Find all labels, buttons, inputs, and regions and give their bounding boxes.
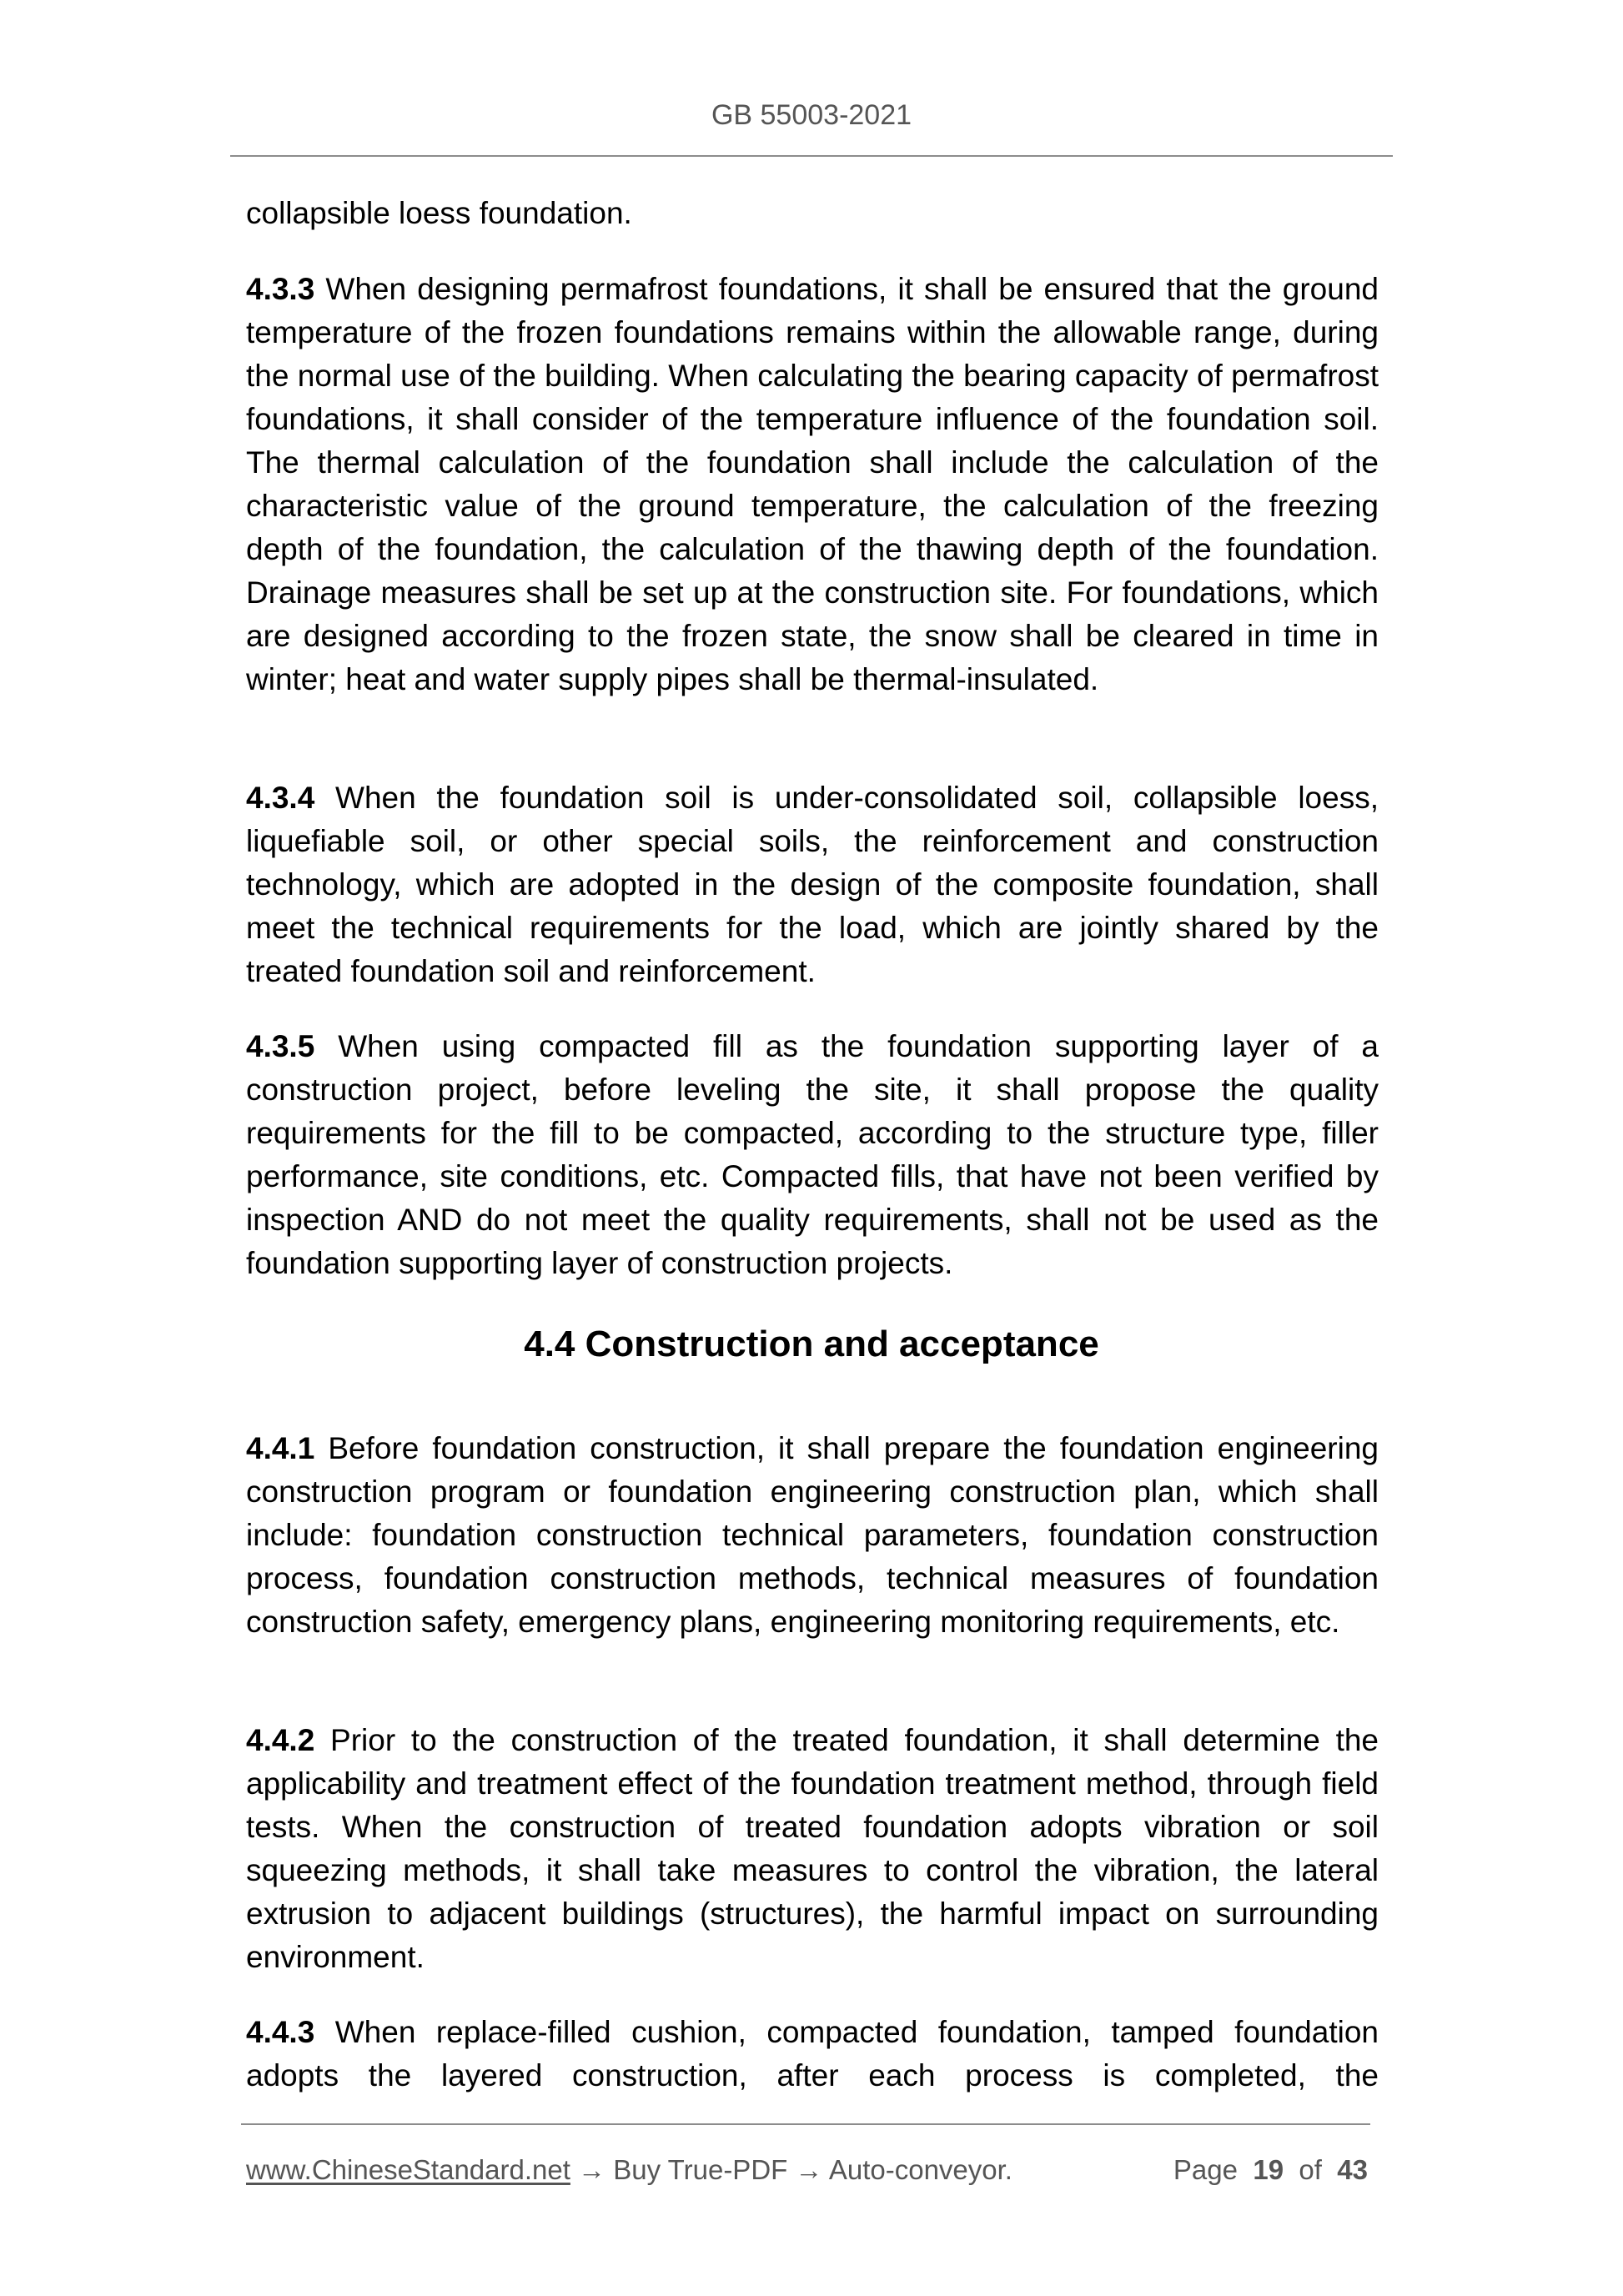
page-label: Page (1173, 2154, 1238, 2185)
clause-4-3-4 (246, 776, 1379, 993)
clause-4-4-3 (246, 2011, 1379, 2098)
section-heading: 4.4 Construction and acceptance (524, 1324, 1099, 1364)
footer-divider (241, 2123, 1370, 2125)
clause-4-3-3 (246, 268, 1379, 701)
clause-text: When the foundation soil is under-consolidated soil, collapsible loess, liquefiable soil, or other special soils, the reinforcement and construction technology, which are adopted in the design of the composite foundation, shall meet the technical requirements for the load, which are jointly shared by the treated foundation soil and reinforcement. (246, 781, 1379, 988)
total-pages-number: 43 (1337, 2154, 1368, 2185)
header-divider (230, 155, 1393, 157)
clause-number: 4.4.2 (246, 1723, 315, 1757)
clause-4-4-2 (246, 1719, 1379, 1979)
clause-4-3-5 (246, 1025, 1379, 1285)
document-code-header: GB 55003-2021 (711, 99, 912, 131)
current-page-number: 19 (1253, 2154, 1284, 2185)
arrow-right-icon: → (795, 2154, 823, 2185)
clause-number: 4.3.4 (246, 781, 315, 815)
clause-4-4-1 (246, 1427, 1379, 1644)
continuation-text: collapsible loess foundation. (246, 196, 632, 230)
arrow-right-icon: → (578, 2154, 606, 2185)
clause-text: Prior to the construction of the treated foundation, it shall determine the applicability and treatment effect of the foundation treatment method, through field tests. When the construction of treated foundation adopts vibration or soil squeezing methods, it shall take measures to control the vibration, the lateral extrusion to adjacent buildings (structures), the harmful impact on surrounding environment. (246, 1723, 1379, 1974)
clause-text: When replace-filled cushion, compacted foundation, tamped foundation adopts the layered construction, after each process is completed, the (246, 2015, 1379, 2093)
footer-step-buy: Buy True-PDF (613, 2154, 788, 2185)
page-footer (246, 2152, 1368, 2188)
page-indicator (1173, 2152, 1368, 2188)
footer-promo (246, 2152, 1012, 2188)
clause-number: 4.3.5 (246, 1029, 315, 1063)
clause-text: When using compacted fill as the foundation supporting layer of a construction project, before leveling the site, it shall propose the quality requirements for the fill to be compacted, according to the structure type, filler performance, site conditions, etc. Compacted fills, that have not been verified by inspection AND do not meet the quality requirements, shall not be used as the foundation supporting layer of construction projects. (246, 1029, 1379, 1280)
footer-step-delivery: Auto-conveyor. (828, 2154, 1012, 2185)
clause-number: 4.3.3 (246, 272, 315, 306)
clause-number: 4.4.1 (246, 1431, 315, 1465)
clause-number: 4.4.3 (246, 2015, 315, 2049)
page-of-label: of (1299, 2154, 1322, 2185)
website-link[interactable]: www.ChineseStandard.net (246, 2154, 570, 2185)
clause-text: Before foundation construction, it shall prepare the foundation engineering construction program or foundation engineering construction plan, which shall include: foundation construction technical parameters, foundation construction process, foundation construction methods, technical measures of foundation construction safety, emergency plans, engineering monitoring requirements, etc. (246, 1431, 1379, 1639)
clause-text: When designing permafrost foundations, it shall be ensured that the ground temperature of the frozen foundations remains within the allowable range, during the normal use of the building. When calculating the bearing capacity of permafrost foundations, it shall consider of the temperature influence of the foundation soil. The thermal calculation of the foundation shall include the calculation of the characteristic value of the ground temperature, the calculation of the freezing depth of the foundation, the calculation of the thawing depth of the foundation. Drainage measures shall be set up at the construction site. For foundations, which are designed according to the frozen state, the snow shall be cleared in time in winter; heat and water supply pipes shall be thermal-insulated. (246, 272, 1379, 696)
